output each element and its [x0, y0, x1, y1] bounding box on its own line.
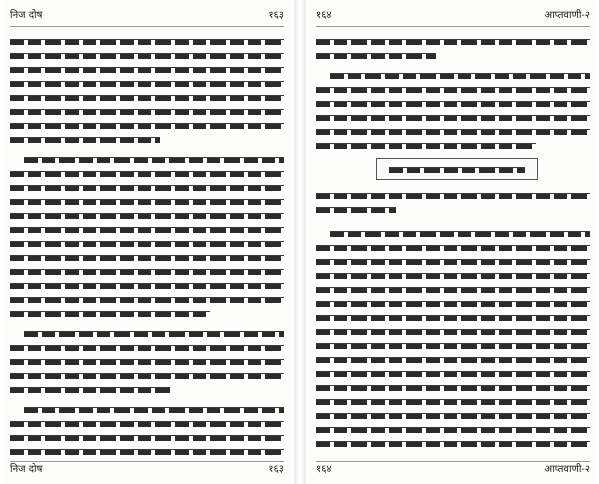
text-line [316, 316, 590, 321]
text-line [316, 144, 536, 149]
left-page-header [10, 6, 284, 27]
text-line [10, 200, 284, 205]
text-line [10, 186, 284, 191]
text-line [316, 386, 590, 391]
text-line [316, 116, 590, 121]
text-line [10, 172, 284, 177]
text-line [10, 82, 284, 87]
text-line [316, 40, 590, 45]
right-footer-page-number: १६४ [316, 464, 332, 475]
text-line [316, 260, 590, 265]
right-page-footer [316, 461, 590, 478]
right-footer-title: आप्तवाणी-२ [544, 464, 590, 475]
text-line [316, 54, 436, 59]
text-line [330, 232, 590, 237]
text-line [10, 422, 284, 427]
left-header-page-number: १६३ [268, 10, 284, 21]
text-line [10, 228, 284, 233]
text-line [24, 158, 284, 163]
text-line [10, 360, 284, 365]
text-line [316, 102, 590, 107]
text-line [316, 344, 590, 349]
left-body-text [10, 34, 284, 456]
text-line [316, 442, 590, 447]
right-page-header [316, 6, 590, 27]
left-footer-page-number: १६३ [268, 464, 284, 475]
book-gutter [294, 0, 306, 484]
text-line [316, 194, 590, 199]
text-line [316, 246, 590, 251]
section-heading-box [376, 158, 538, 180]
text-line [10, 124, 284, 129]
text-line [10, 284, 284, 289]
text-line [24, 332, 284, 337]
left-footer-title: निज दोष [10, 464, 43, 475]
text-line [10, 436, 284, 441]
right-body-text [316, 34, 590, 456]
text-line [24, 408, 284, 413]
right-page [308, 0, 598, 484]
text-line [316, 428, 590, 433]
text-line [10, 388, 170, 393]
text-line [10, 96, 284, 101]
left-page [2, 0, 292, 484]
text-line [10, 312, 210, 317]
text-line [330, 74, 590, 79]
text-line [316, 372, 590, 377]
text-line [10, 40, 284, 45]
text-line [316, 358, 590, 363]
text-line [316, 88, 590, 93]
text-line [10, 68, 284, 73]
text-line [10, 214, 284, 219]
text-line [316, 330, 590, 335]
text-line [10, 346, 284, 351]
heading-text-line [389, 168, 525, 173]
text-line [316, 208, 396, 213]
text-line [316, 302, 590, 307]
text-line [10, 256, 284, 261]
text-line [10, 110, 284, 115]
text-line [10, 242, 284, 247]
text-line [316, 414, 590, 419]
text-line [316, 400, 590, 405]
right-header-page-number: १६४ [316, 10, 332, 21]
text-line [316, 130, 590, 135]
text-line [316, 288, 590, 293]
text-line [10, 54, 284, 59]
text-line [10, 270, 284, 275]
left-header-title: निज दोष [10, 10, 43, 21]
right-header-title: आप्तवाणी-२ [544, 10, 590, 21]
text-line [10, 450, 284, 455]
text-line [10, 138, 160, 143]
text-line [10, 374, 284, 379]
left-page-footer [10, 461, 284, 478]
text-line [10, 298, 284, 303]
text-line [316, 274, 590, 279]
